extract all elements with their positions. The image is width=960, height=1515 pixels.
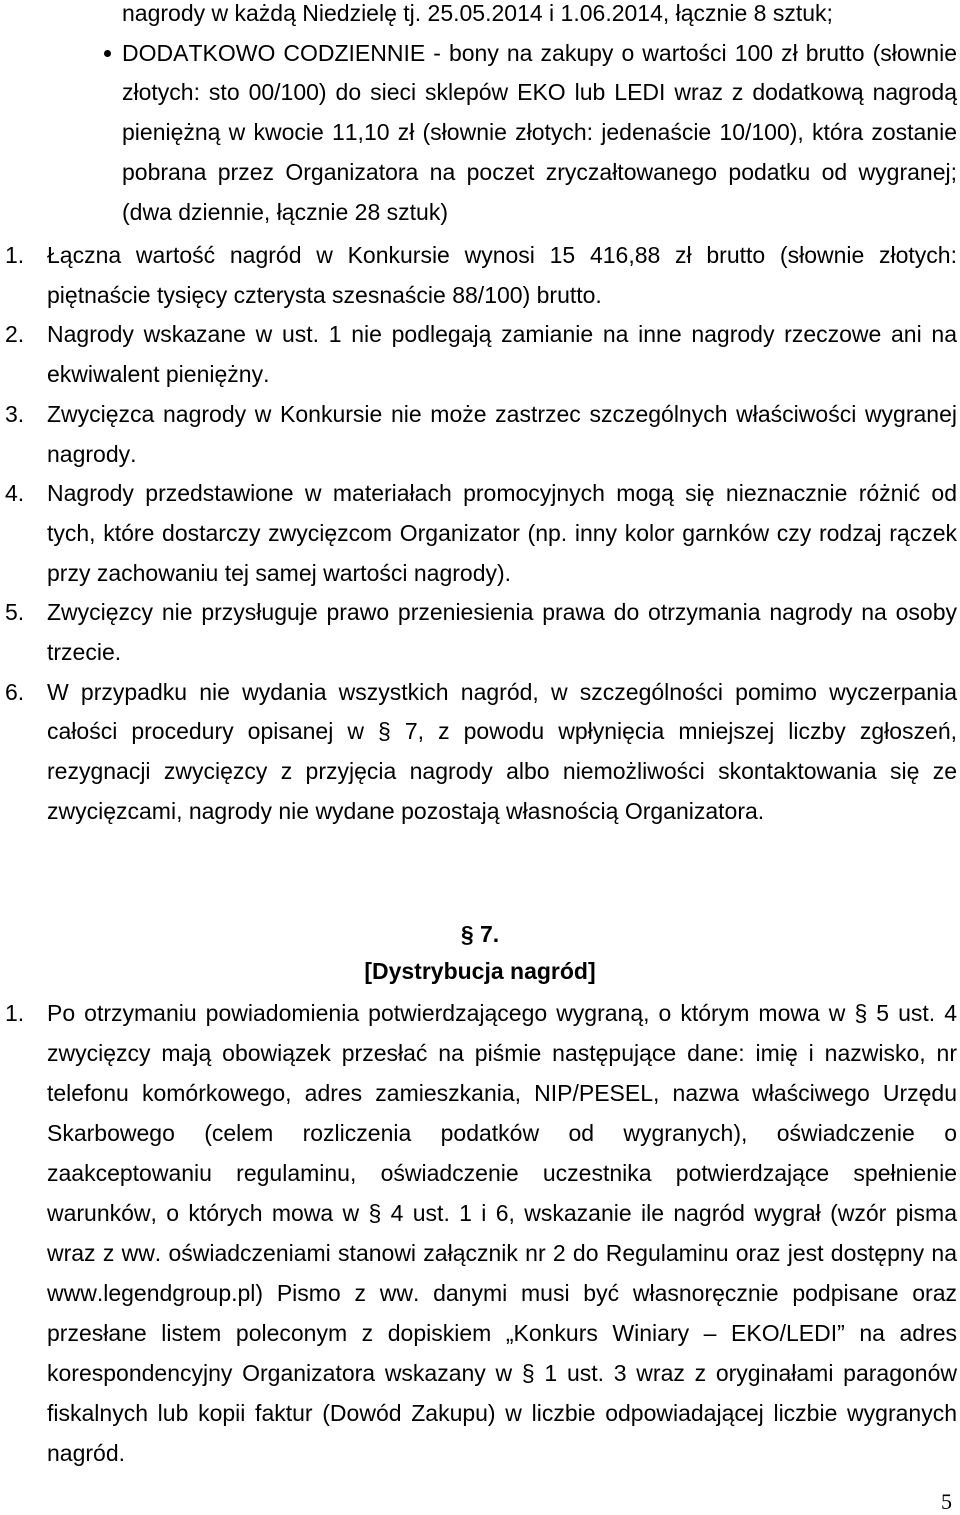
- prize-rules-list: [0, 236, 960, 832]
- list-item: [5, 673, 957, 832]
- section-7-list: [0, 993, 960, 1473]
- list-item: [5, 236, 957, 315]
- list-item: [5, 593, 957, 672]
- list-item-text: Nagrody wskazane w ust. 1 nie podlegają zamianie na inne nagrody rzeczowe ani na ekwiwalent pieniężny.: [47, 321, 957, 388]
- prize-list-continuation: [0, 0, 960, 232]
- continuation-line: nagrody w każdą Niedzielę tj. 25.05.2014 i 1.06.2014, łącznie 8 sztuk;: [122, 0, 833, 26]
- list-item-text: W przypadku nie wydania wszystkich nagród, w szczególności pomimo wyczerpania całości procedury opisanej w § 7, z powodu wpłynięcia mniejszej liczby zgłoszeń, rezygnacji zwycięzcy z przyjęcia nagrody albo niemożliwości skontaktowania się ze zwycięzcami, nagrody nie wydane pozostają własnością Organizatora.: [47, 678, 957, 824]
- list-item-number: 1.: [5, 1000, 25, 1026]
- list-item-number: 3.: [5, 400, 25, 427]
- list-item-number: 1.: [5, 242, 25, 268]
- list-item-text: Zwycięzcy nie przysługuje prawo przeniesienia prawa do otrzymania nagrody na osoby trzecie.: [47, 599, 957, 666]
- list-item-number: 6.: [5, 678, 25, 705]
- list-item: [5, 474, 957, 593]
- list-item: [5, 993, 957, 1473]
- list-item-text: Łączna wartość nagród w Konkursie wynosi 15 416,88 zł brutto (słownie złotych: piętnaście tysięcy czterysta szesnaście 88/100) brutto.: [47, 242, 957, 308]
- list-item-text: Zwycięzca nagrody w Konkursie nie może zastrzec szczególnych właściwości wygranej nagrody.: [47, 400, 957, 467]
- bullet-icon: [104, 50, 111, 57]
- list-item: [5, 315, 957, 394]
- list-item: [5, 395, 957, 474]
- list-item-number: 5.: [5, 599, 25, 626]
- list-item-number: 2.: [5, 321, 25, 348]
- list-item-number: 4.: [5, 480, 25, 507]
- bullet-item: [122, 34, 957, 233]
- list-item-text: Po otrzymaniu powiadomienia potwierdzającego wygraną, o którym mowa w § 5 ust. 4 zwycięzcy mają obowiązek przesłać na piśmie następujące dane: imię i nazwisko, nr telefonu komórkowego, adres zamieszkania, NIP/PESEL, nazwa właściwego Urzędu Skarbowego (celem rozliczenia podatków od wygranych), oświadczenie o zaakceptowaniu regulaminu, oświadczenie uczestnika potwierdzające spełnienie warunków, o których mowa w § 4 ust. 1 i 6, wskazanie ile nagród wygrał (wzór pisma wraz z ww. oświadczeniami stanowi załącznik nr 2 do Regulaminu oraz jest dostępny na www.legendgroup.pl) Pismo z ww. danymi musi być własnoręcznie podpisane oraz przesłane listem poleconym z dopiskiem „Konkurs Winiary – EKO/LEDI” na adres korespondencyjny Organizatora wskazany w § 1 ust. 3 wraz z oryginałami paragonów fiskalnych lub kopii faktur (Dowód Zakupu) w liczbie odpowiadającej liczbie wygranych nagród.: [47, 1000, 957, 1466]
- section-number: § 7.: [460, 921, 500, 947]
- page-number: 5: [941, 1489, 952, 1514]
- list-item-text: Nagrody przedstawione w materiałach promocyjnych mogą się nieznacznie różnić od tych, które dostarczy zwycięzcom Organizator (np. inny kolor garnków czy rodzaj rączek przy zachowaniu tej samej wartości nagrody).: [47, 480, 957, 586]
- bullet-item-text: DODATKOWO CODZIENNIE - bony na zakupy o wartości 100 zł brutto (słownie złotych: sto 00/100) do sieci sklepów EKO lub LEDI wraz z dodatkową nagrodą pieniężną w kwocie 11,10 zł (słownie złotych: jedenaście 10/100), która zostanie pobrana przez Organizatora na poczet zryczałtowanego podatku od wygranej; (dwa dziennie, łącznie 28 sztuk): [122, 39, 957, 225]
- section-title: [Dystrybucja nagród]: [364, 958, 596, 984]
